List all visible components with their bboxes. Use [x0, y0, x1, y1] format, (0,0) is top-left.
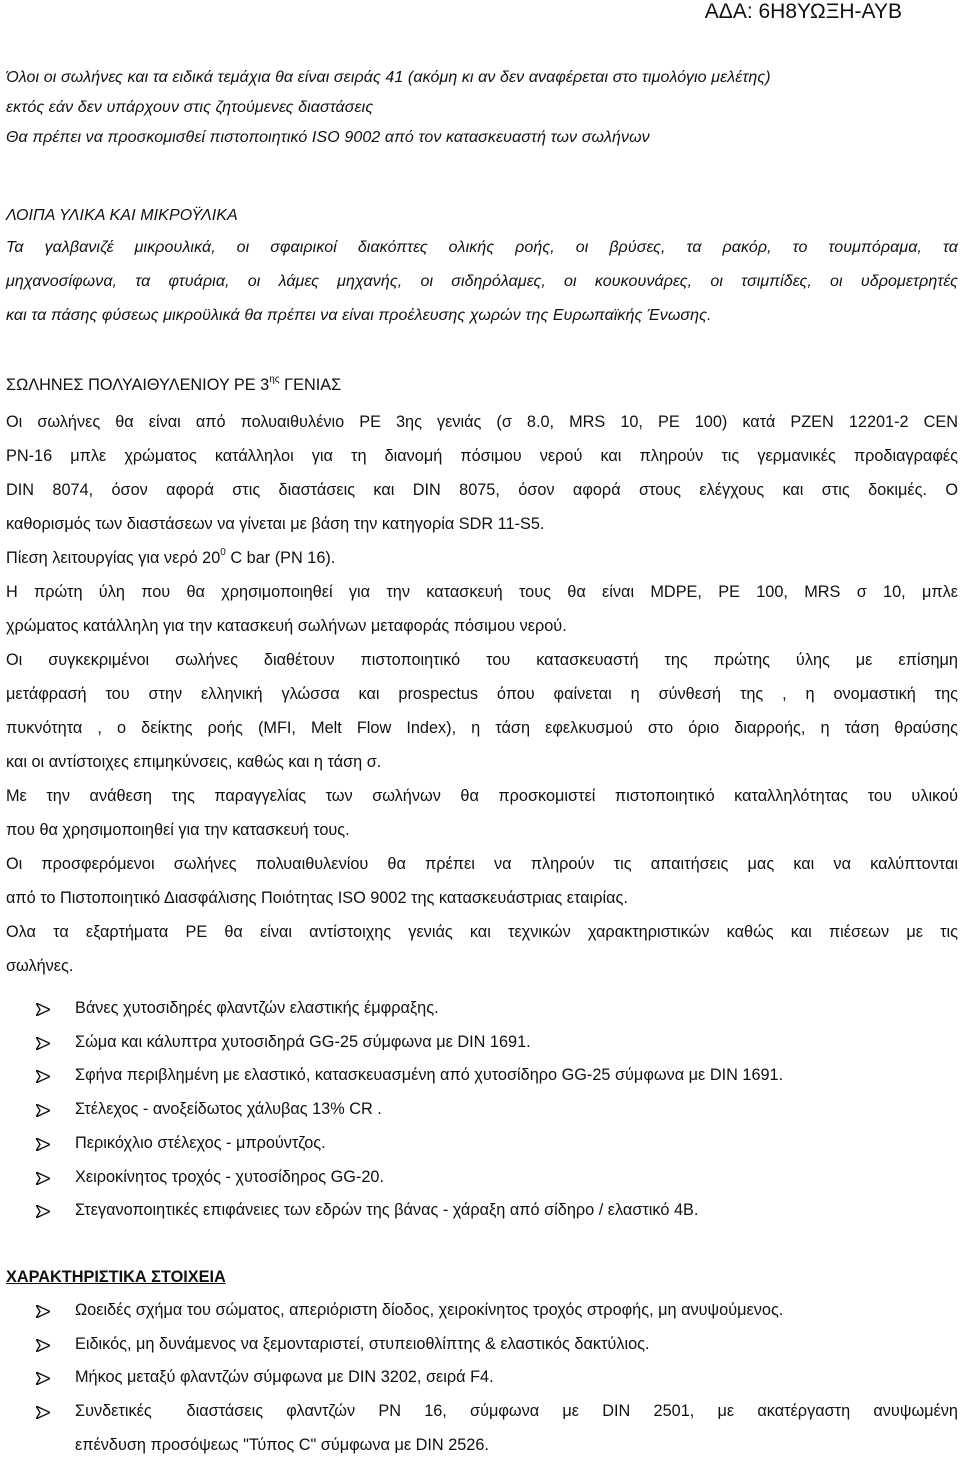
- list-item: [36, 1395, 958, 1462]
- intro-line: εκτός εάν δεν υπάρχουν στις ζητούμενες διαστάσεις: [6, 99, 374, 116]
- misc-materials-line: μηχανοσίφωνα, τα φτυάρια, οι λάμες μηχανής, οι σιδηρόλαμες, οι κουκουνάρες, οι τσιμπίδες, οι υδρομετρητές: [6, 273, 958, 290]
- pe-line: μετάφρασή του στην ελληνική γλώσσα και prospectus όπου φαίνεται η σύνθεσή της , η ονομαστική της: [6, 685, 958, 703]
- pressure-sup: 0: [220, 547, 226, 558]
- pe-line: και οι αντίστοιχες επιμηκύνσεις, καθώς και η τάση σ.: [6, 753, 382, 771]
- pe-line: χρώματος κατάλληλη για την κατασκευή σωλήνων μεταφοράς πόσιμου νερού.: [6, 617, 567, 635]
- list-item: [36, 1026, 958, 1060]
- pe-line: Η πρώτη ύλη που θα χρησιμοποιηθεί για την κατασκευή τους θα είναι MDPE, PE 100, MRS σ 10, μπλε: [6, 583, 958, 601]
- pe-line: σωλήνες.: [6, 957, 74, 975]
- misc-materials-line: και τα πάσης φύσεως μικροϋλικά θα πρέπει να είναι προέλευσης χωρών της Ευρωπαϊκής Ένωσης.: [6, 307, 712, 324]
- arrow-bullet-icon: [36, 1205, 50, 1218]
- pe-line: που θα χρησιμοποιηθεί για την κατασκευή τους.: [6, 821, 350, 839]
- arrow-bullet-icon: [36, 1305, 50, 1318]
- list-item: [36, 1361, 958, 1395]
- characteristics-heading: ΧΑΡΑΚΤΗΡΙΣΤΙΚΑ ΣΤΟΙΧΕΙΑ: [6, 1268, 226, 1286]
- arrow-bullet-icon: [36, 1104, 50, 1117]
- misc-materials-heading: ΛΟΙΠΑ ΥΛΙΚΑ ΚΑΙ ΜΙΚΡΟΫΛΙΚΑ: [6, 207, 238, 224]
- list-item: [36, 1161, 958, 1195]
- list-item: [36, 992, 958, 1026]
- bullet-text: Σώμα και κάλυπτρα χυτοσιδηρά GG-25 σύμφωνα με DIN 1691.: [75, 1032, 531, 1051]
- arrow-bullet-icon: [36, 1372, 50, 1385]
- pe-line: Οι σωλήνες θα είναι από πολυαιθυλένιο PE 3ης γενιάς (σ 8.0, MRS 10, PE 100) κατά ΡΖΕΝ 12201-2 CEN: [6, 413, 958, 431]
- list-item: [36, 1059, 958, 1093]
- pressure-suffix: C bar (PN 16).: [225, 549, 336, 567]
- bullet-text-continuation: επένδυση προσόψεως "Τύπος C" σύμφωνα με DIN 2526.: [75, 1435, 489, 1454]
- bullet-text: Σφήνα περιβλημένη με ελαστικό, κατασκευασμένη από χυτοσίδηρο GG-25 σύμφωνα με DIN 1691.: [75, 1066, 784, 1085]
- arrow-bullet-icon: [36, 1406, 50, 1419]
- pe-line: Ολα τα εξαρτήματα PE θα είναι αντίστοιχης γενιάς και τεχνικών χαρακτηριστικών καθώς και πιέσεων με τις: [6, 923, 958, 941]
- list-item: [36, 1127, 958, 1161]
- arrow-bullet-icon: [36, 1003, 50, 1016]
- valve-bullet-list: [36, 992, 958, 1228]
- bullet-text: Συνδετικές διαστάσεις φλαντζών PN 16, σύμφωνα με DIN 2501, με ακατέργαστη ανυψωμένη: [75, 1402, 958, 1421]
- pe-line: DIN 8074, όσον αφορά στις διαστάσεις και DIN 8075, όσον αφορά στους ελέγχους και στις δοκιμές. Ο: [6, 481, 958, 499]
- intro-text: [6, 63, 958, 153]
- pressure-prefix: Πίεση λειτουργίας για νερό 20: [6, 549, 221, 567]
- characteristics-bullet-list: [36, 1294, 958, 1463]
- list-item: [36, 1328, 958, 1362]
- pe-line: καθορισμός των διαστάσεων να γίνεται με βάση την κατηγορία SDR 11-S5.: [6, 515, 545, 533]
- bullet-text: Μήκος μεταξύ φλαντζών σύμφωνα με DIN 3202, σειρά F4.: [75, 1368, 494, 1387]
- arrow-bullet-icon: [36, 1037, 50, 1050]
- arrow-bullet-icon: [36, 1070, 50, 1083]
- arrow-bullet-icon: [36, 1172, 50, 1185]
- pe-heading-sup: ης: [269, 374, 280, 385]
- pe-line: PN-16 μπλε χρώματος κατάλληλοι για τη διανομή πόσιμου νερού και πληρούν τις γερμανικές προδιαγραφές: [6, 447, 958, 465]
- bullet-text: Ωοειδές σχήμα του σώματος, απεριόριστη δίοδος, χειροκίνητος τροχός στροφής, μη ανυψούμενος.: [75, 1301, 784, 1319]
- pe-line: Οι προσφερόμενοι σωλήνες πολυαιθυλενίου θα πρέπει να πληρούν τις απαιτήσεις μας και να καλύπτονται: [6, 855, 958, 873]
- pe-line: Οι συγκεκριμένοι σωλήνες διαθέτουν πιστοποιητικό του κατασκευαστή της πρώτης ύλης με επίσημη: [6, 651, 958, 669]
- list-item: [36, 1093, 958, 1127]
- pe-line: πυκνότητα , ο δείκτης ροής (MFI, Melt Flow Index), η τάση εφελκυσμού στο όριο διαρροής, η τάση θραύσης: [6, 719, 958, 737]
- arrow-bullet-icon: [36, 1339, 50, 1352]
- pe-pressure-line: [6, 541, 958, 575]
- list-item: [36, 1294, 958, 1328]
- misc-materials-line: Τα γαλβανιζέ μικρουλικά, οι σφαιρικοί διακόπτες ολικής ροής, οι βρύσες, τα ρακόρ, το τουμπόραμα, τα: [6, 239, 958, 256]
- bullet-text: Στέλεχος - ανοξείδωτος χάλυβας 13% CR .: [75, 1100, 382, 1119]
- intro-line: Όλοι οι σωλήνες και τα ειδικά τεμάχια θα είναι σειράς 41 (ακόμη κι αν δεν αναφέρεται στο τιμολόγιο μελέτης): [6, 69, 771, 86]
- pe-line: Με την ανάθεση της παραγγελίας των σωλήνων θα προσκομιστεί πιστοποιητικό καταλληλότητας του υλικού: [6, 787, 958, 805]
- pe-line: από το Πιστοποιητικό Διασφάλισης Ποιότητας ISO 9002 της κατασκευάστριας εταιρίας.: [6, 889, 628, 907]
- bullet-text: Χειροκίνητος τροχός - χυτοσίδηρος GG-20.: [75, 1167, 384, 1186]
- bullet-text: Στεγανοποιητικές επιφάνειες των εδρών της βάνας - χάραξη από σίδηρο / ελαστικό 4Β.: [75, 1201, 699, 1220]
- pe-pipes-heading: [6, 373, 958, 397]
- list-item: [36, 1194, 958, 1228]
- arrow-bullet-icon: [36, 1138, 50, 1151]
- intro-line: Θα πρέπει να προσκομισθεί πιστοποιητικό ISO 9002 από τον κατασκευαστή των σωλήνων: [6, 129, 650, 146]
- misc-materials-section: [6, 201, 958, 333]
- bullet-text: Περικόχλιο στέλεχος - μπρούντζος.: [75, 1133, 326, 1152]
- pe-pipes-body: [6, 405, 958, 983]
- ada-code: ΑΔΑ: 6Η8ΥΩΞΗ-ΑΥΒ: [704, 0, 902, 23]
- bullet-text: Βάνες χυτοσιδηρές φλαντζών ελαστικής έμφραξης.: [75, 999, 439, 1017]
- pe-heading-prefix: ΣΩΛΗΝΕΣ ΠΟΛΥΑΙΘΥΛΕΝΙΟΥ PE 3: [6, 376, 270, 394]
- pe-heading-suffix: ΓΕΝΙΑΣ: [279, 376, 342, 394]
- bullet-text: Ειδικός, μη δυνάμενος να ξεμονταριστεί, στυπειοθλίπτης & ελαστικός δακτύλιος.: [75, 1334, 650, 1353]
